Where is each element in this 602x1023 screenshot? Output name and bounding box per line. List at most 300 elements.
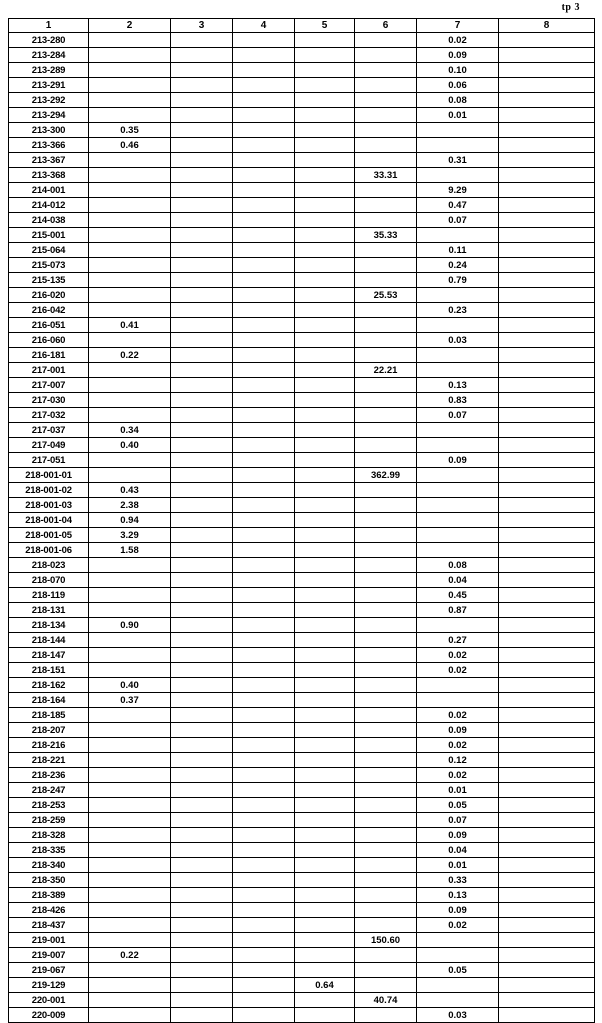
row-value-cell [355, 258, 417, 273]
row-value-cell [171, 828, 233, 843]
row-value-cell: 0.90 [89, 618, 171, 633]
row-value-cell [295, 318, 355, 333]
row-value-cell [499, 783, 595, 798]
row-value-cell [171, 48, 233, 63]
row-value-cell [171, 453, 233, 468]
row-value-cell [89, 783, 171, 798]
row-value-cell [233, 618, 295, 633]
row-value-cell [355, 453, 417, 468]
row-code-cell: 219-067 [9, 963, 89, 978]
row-value-cell: 0.09 [417, 48, 499, 63]
row-value-cell [171, 1008, 233, 1023]
table-row [9, 708, 595, 723]
row-value-cell [171, 153, 233, 168]
row-value-cell [499, 693, 595, 708]
row-value-cell [355, 798, 417, 813]
row-value-cell [499, 453, 595, 468]
row-value-cell [417, 993, 499, 1008]
row-value-cell [499, 378, 595, 393]
table-row [9, 258, 595, 273]
row-value-cell [295, 918, 355, 933]
row-value-cell: 0.09 [417, 903, 499, 918]
row-value-cell [295, 948, 355, 963]
row-value-cell [171, 318, 233, 333]
table-row [9, 468, 595, 483]
row-value-cell [355, 813, 417, 828]
row-value-cell [295, 528, 355, 543]
row-value-cell [295, 303, 355, 318]
row-value-cell [233, 378, 295, 393]
row-value-cell [171, 633, 233, 648]
row-value-cell [233, 198, 295, 213]
row-code-cell: 218-335 [9, 843, 89, 858]
row-value-cell [89, 603, 171, 618]
row-value-cell [171, 918, 233, 933]
row-value-cell [233, 678, 295, 693]
row-value-cell [355, 183, 417, 198]
row-value-cell [499, 363, 595, 378]
row-code-cell: 218-253 [9, 798, 89, 813]
row-value-cell: 0.02 [417, 33, 499, 48]
row-value-cell [355, 648, 417, 663]
row-value-cell [499, 888, 595, 903]
row-value-cell [499, 138, 595, 153]
row-value-cell [295, 273, 355, 288]
row-value-cell [499, 633, 595, 648]
row-code-cell: 213-367 [9, 153, 89, 168]
row-value-cell [295, 888, 355, 903]
row-value-cell [171, 513, 233, 528]
table-row [9, 348, 595, 363]
row-value-cell [233, 453, 295, 468]
row-value-cell [355, 213, 417, 228]
row-value-cell [499, 543, 595, 558]
row-value-cell [499, 198, 595, 213]
row-value-cell: 0.13 [417, 378, 499, 393]
row-value-cell [295, 573, 355, 588]
row-value-cell: 0.04 [417, 573, 499, 588]
row-value-cell [355, 33, 417, 48]
row-value-cell [89, 168, 171, 183]
row-value-cell [355, 753, 417, 768]
row-value-cell [171, 258, 233, 273]
row-value-cell [417, 363, 499, 378]
table-row [9, 423, 595, 438]
row-value-cell [89, 813, 171, 828]
row-value-cell [499, 483, 595, 498]
row-value-cell [89, 198, 171, 213]
row-code-cell: 218-236 [9, 768, 89, 783]
table-row [9, 543, 595, 558]
row-code-cell: 217-030 [9, 393, 89, 408]
row-value-cell [89, 363, 171, 378]
row-value-cell [499, 333, 595, 348]
row-value-cell [233, 798, 295, 813]
row-value-cell [171, 723, 233, 738]
table-row [9, 138, 595, 153]
table-row [9, 108, 595, 123]
row-value-cell [89, 963, 171, 978]
row-code-cell: 215-064 [9, 243, 89, 258]
row-value-cell [499, 423, 595, 438]
row-value-cell [355, 723, 417, 738]
row-value-cell [89, 378, 171, 393]
row-value-cell: 0.02 [417, 648, 499, 663]
row-value-cell: 0.01 [417, 783, 499, 798]
row-value-cell [233, 288, 295, 303]
table-row [9, 438, 595, 453]
row-code-cell: 218-162 [9, 678, 89, 693]
row-value-cell [89, 933, 171, 948]
row-code-cell: 216-181 [9, 348, 89, 363]
row-value-cell [295, 828, 355, 843]
row-value-cell [355, 843, 417, 858]
row-value-cell [89, 843, 171, 858]
row-value-cell [417, 138, 499, 153]
row-value-cell [171, 708, 233, 723]
row-value-cell [171, 423, 233, 438]
row-value-cell [233, 543, 295, 558]
row-value-cell [499, 48, 595, 63]
row-value-cell [295, 588, 355, 603]
row-value-cell [499, 78, 595, 93]
row-value-cell [295, 123, 355, 138]
row-code-cell: 218-119 [9, 588, 89, 603]
row-value-cell [295, 633, 355, 648]
row-value-cell: 0.40 [89, 438, 171, 453]
row-value-cell [295, 108, 355, 123]
row-value-cell [171, 843, 233, 858]
row-code-cell: 213-366 [9, 138, 89, 153]
row-value-cell [171, 693, 233, 708]
row-code-cell: 218-001-05 [9, 528, 89, 543]
row-value-cell [295, 813, 355, 828]
table-row [9, 918, 595, 933]
row-value-cell [295, 48, 355, 63]
table-row [9, 633, 595, 648]
row-value-cell [89, 918, 171, 933]
row-value-cell [171, 348, 233, 363]
row-value-cell [233, 138, 295, 153]
row-value-cell: 0.24 [417, 258, 499, 273]
row-value-cell [499, 513, 595, 528]
row-value-cell [417, 348, 499, 363]
row-code-cell: 217-051 [9, 453, 89, 468]
row-value-cell: 0.31 [417, 153, 499, 168]
row-value-cell [89, 333, 171, 348]
row-value-cell [89, 768, 171, 783]
row-value-cell [417, 438, 499, 453]
row-value-cell [89, 93, 171, 108]
row-value-cell [355, 303, 417, 318]
row-value-cell [417, 423, 499, 438]
table-row [9, 528, 595, 543]
row-value-cell: 0.12 [417, 753, 499, 768]
row-value-cell [171, 528, 233, 543]
table-row [9, 303, 595, 318]
row-value-cell [233, 723, 295, 738]
table-row [9, 498, 595, 513]
row-value-cell: 0.09 [417, 828, 499, 843]
row-code-cell: 216-051 [9, 318, 89, 333]
table-row [9, 798, 595, 813]
row-value-cell [89, 63, 171, 78]
row-value-cell [417, 948, 499, 963]
row-value-cell [233, 213, 295, 228]
row-value-cell [171, 438, 233, 453]
row-value-cell [89, 393, 171, 408]
row-value-cell: 0.41 [89, 318, 171, 333]
row-value-cell [355, 663, 417, 678]
row-value-cell [233, 393, 295, 408]
row-value-cell [233, 873, 295, 888]
row-value-cell [499, 93, 595, 108]
row-value-cell [171, 33, 233, 48]
row-value-cell [233, 648, 295, 663]
row-value-cell [171, 963, 233, 978]
row-value-cell [499, 993, 595, 1008]
row-value-cell [233, 438, 295, 453]
row-value-cell [233, 483, 295, 498]
row-value-cell [295, 708, 355, 723]
row-value-cell [417, 498, 499, 513]
row-value-cell [417, 528, 499, 543]
row-value-cell [171, 408, 233, 423]
row-value-cell: 0.87 [417, 603, 499, 618]
table-row [9, 213, 595, 228]
row-value-cell [233, 843, 295, 858]
row-value-cell: 0.03 [417, 1008, 499, 1023]
row-value-cell [89, 228, 171, 243]
column-header-2: 2 [89, 19, 171, 33]
table-row [9, 513, 595, 528]
row-code-cell: 219-129 [9, 978, 89, 993]
row-value-cell [355, 768, 417, 783]
row-value-cell [355, 903, 417, 918]
row-value-cell [171, 288, 233, 303]
table-row [9, 1008, 595, 1023]
row-value-cell [89, 258, 171, 273]
row-value-cell [499, 183, 595, 198]
row-value-cell: 0.40 [89, 678, 171, 693]
row-value-cell [355, 318, 417, 333]
row-value-cell [89, 723, 171, 738]
row-value-cell [355, 618, 417, 633]
row-value-cell [171, 783, 233, 798]
row-value-cell [171, 678, 233, 693]
row-value-cell [233, 768, 295, 783]
row-value-cell [171, 333, 233, 348]
row-value-cell [171, 573, 233, 588]
row-value-cell [295, 648, 355, 663]
table-row [9, 378, 595, 393]
row-value-cell [417, 468, 499, 483]
row-value-cell [355, 963, 417, 978]
row-value-cell [417, 228, 499, 243]
row-value-cell [295, 333, 355, 348]
row-value-cell [499, 963, 595, 978]
row-value-cell [499, 273, 595, 288]
table-row [9, 933, 595, 948]
row-value-cell [499, 1008, 595, 1023]
row-value-cell [499, 243, 595, 258]
row-value-cell [355, 138, 417, 153]
row-code-cell: 217-032 [9, 408, 89, 423]
table-row [9, 228, 595, 243]
row-value-cell [355, 573, 417, 588]
row-value-cell [89, 828, 171, 843]
row-value-cell [89, 288, 171, 303]
row-value-cell [355, 603, 417, 618]
row-value-cell [171, 588, 233, 603]
table-row [9, 768, 595, 783]
row-code-cell: 218-216 [9, 738, 89, 753]
row-value-cell [499, 168, 595, 183]
column-header-8: 8 [499, 19, 595, 33]
row-value-cell [295, 843, 355, 858]
table-body [9, 33, 595, 1023]
row-code-cell: 213-280 [9, 33, 89, 48]
row-value-cell [417, 168, 499, 183]
row-code-cell: 218-131 [9, 603, 89, 618]
row-value-cell [89, 48, 171, 63]
row-code-cell: 220-001 [9, 993, 89, 1008]
table-row [9, 288, 595, 303]
row-code-cell: 216-020 [9, 288, 89, 303]
row-value-cell [499, 603, 595, 618]
table-row [9, 363, 595, 378]
row-value-cell [355, 738, 417, 753]
row-value-cell [355, 378, 417, 393]
table-row [9, 483, 595, 498]
row-value-cell [355, 333, 417, 348]
row-code-cell: 217-049 [9, 438, 89, 453]
row-value-cell [499, 33, 595, 48]
row-value-cell [355, 273, 417, 288]
row-value-cell: 35.33 [355, 228, 417, 243]
table-row [9, 123, 595, 138]
row-value-cell [295, 393, 355, 408]
row-value-cell [171, 933, 233, 948]
row-value-cell: 0.83 [417, 393, 499, 408]
table-row [9, 183, 595, 198]
row-value-cell [233, 963, 295, 978]
row-value-cell [499, 873, 595, 888]
row-value-cell [233, 933, 295, 948]
row-value-cell [233, 63, 295, 78]
row-value-cell [233, 888, 295, 903]
row-value-cell [355, 528, 417, 543]
table-row [9, 678, 595, 693]
row-value-cell [499, 438, 595, 453]
row-value-cell [295, 378, 355, 393]
row-value-cell [355, 498, 417, 513]
row-value-cell [355, 873, 417, 888]
row-value-cell: 0.13 [417, 888, 499, 903]
row-value-cell [171, 168, 233, 183]
row-value-cell [171, 798, 233, 813]
row-value-cell [295, 903, 355, 918]
row-value-cell [355, 423, 417, 438]
row-value-cell [171, 993, 233, 1008]
row-value-cell [89, 903, 171, 918]
row-value-cell [171, 93, 233, 108]
row-value-cell [89, 408, 171, 423]
row-value-cell [171, 108, 233, 123]
row-value-cell [295, 258, 355, 273]
row-value-cell [233, 48, 295, 63]
row-code-cell: 218-164 [9, 693, 89, 708]
row-value-cell [295, 858, 355, 873]
row-value-cell: 33.31 [355, 168, 417, 183]
row-value-cell [171, 228, 233, 243]
row-code-cell: 214-012 [9, 198, 89, 213]
row-value-cell [499, 933, 595, 948]
row-value-cell: 9.29 [417, 183, 499, 198]
row-value-cell [499, 813, 595, 828]
row-value-cell [295, 753, 355, 768]
row-value-cell: 0.08 [417, 93, 499, 108]
row-code-cell: 214-001 [9, 183, 89, 198]
table-row [9, 753, 595, 768]
row-value-cell [499, 708, 595, 723]
row-value-cell [171, 558, 233, 573]
table-row [9, 78, 595, 93]
row-code-cell: 218-389 [9, 888, 89, 903]
row-value-cell [355, 123, 417, 138]
row-value-cell [499, 153, 595, 168]
row-value-cell [89, 888, 171, 903]
row-value-cell [171, 183, 233, 198]
row-value-cell [295, 363, 355, 378]
row-value-cell [171, 903, 233, 918]
row-value-cell: 0.11 [417, 243, 499, 258]
row-value-cell [233, 333, 295, 348]
row-code-cell: 218-001-01 [9, 468, 89, 483]
row-value-cell [499, 678, 595, 693]
column-header-6: 6 [355, 19, 417, 33]
row-value-cell [499, 213, 595, 228]
row-value-cell [171, 978, 233, 993]
row-value-cell [499, 348, 595, 363]
row-value-cell [89, 453, 171, 468]
row-value-cell [89, 738, 171, 753]
row-value-cell [295, 348, 355, 363]
row-value-cell [499, 558, 595, 573]
row-value-cell [89, 753, 171, 768]
row-value-cell [417, 933, 499, 948]
row-value-cell: 0.07 [417, 813, 499, 828]
row-code-cell: 218-151 [9, 663, 89, 678]
row-code-cell: 215-001 [9, 228, 89, 243]
row-code-cell: 218-134 [9, 618, 89, 633]
row-code-cell: 218-437 [9, 918, 89, 933]
row-value-cell [295, 213, 355, 228]
row-value-cell [171, 78, 233, 93]
row-value-cell: 0.01 [417, 108, 499, 123]
row-value-cell [233, 573, 295, 588]
table-row [9, 948, 595, 963]
column-header-3: 3 [171, 19, 233, 33]
row-value-cell [499, 288, 595, 303]
row-value-cell [499, 318, 595, 333]
row-value-cell [295, 678, 355, 693]
row-value-cell [89, 153, 171, 168]
row-value-cell [295, 618, 355, 633]
row-value-cell: 0.37 [89, 693, 171, 708]
row-value-cell [355, 888, 417, 903]
table-row [9, 888, 595, 903]
